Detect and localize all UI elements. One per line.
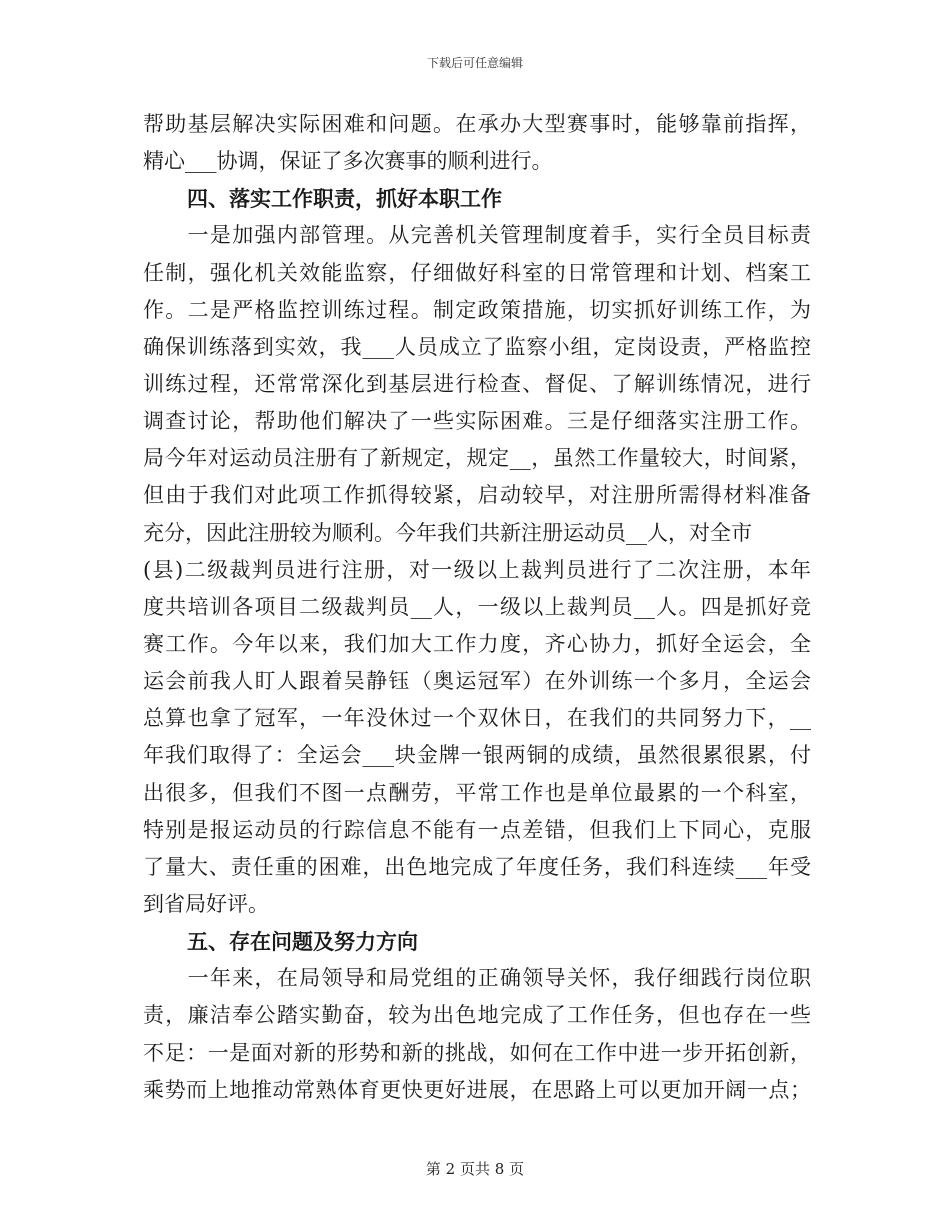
- text-line: 责，廉洁奉公踏实勤奋，较为出色地完成了工作任务，但也存在一些: [143, 1003, 811, 1028]
- section-heading: 五、存在问题及努力方向: [187, 929, 418, 955]
- text-line: 特别是报运动员的行踪信息不能有一点差错，但我们上下同心，克服: [143, 817, 811, 842]
- text-line: 但由于我们对此项工作抓得较紧，启动较早，对注册所需得材料准备: [143, 483, 811, 508]
- document-body: [143, 106, 811, 1109]
- text-line: 运会前我人盯人跟着吴静钰（奥运冠军）在外训练一个多月，全运会: [143, 669, 811, 694]
- text-line: 作。二是严格监控训练过程。制定政策措施，切实抓好训练工作，为: [143, 297, 811, 322]
- text-line: 年我们取得了：全运会___块金牌一银两铜的成绩，虽然很累很累，付: [143, 743, 811, 768]
- text-line: 总算也拿了冠军，一年没休过一个双休日，在我们的共同努力下，__: [143, 706, 811, 731]
- page-number: 第 2 页共 8 页: [425, 1160, 525, 1178]
- section-heading: 四、落实工作职责，抓好本职工作: [187, 186, 502, 212]
- text-line: 度共培训各项目二级裁判员__人，一级以上裁判员__人。四是抓好竞: [143, 594, 811, 619]
- text-line: 充分，因此注册较为顺利。今年我们共新注册运动员__人，对全市: [143, 520, 752, 545]
- text-line: 一年来，在局领导和局党组的正确领导关怀，我仔细践行岗位职: [143, 966, 811, 991]
- text-line: 了量大、责任重的困难，出色地完成了年度任务，我们科连续___年受: [143, 854, 811, 879]
- text-line: 精心___协调，保证了多次赛事的顺利进行。: [143, 149, 553, 174]
- text-line: 不足：一是面对新的形势和新的挑战，如何在工作中进一步开拓创新，: [143, 1040, 811, 1065]
- text-line: 到省局好评。: [143, 891, 269, 916]
- text-line: 乘势而上地推动常熟体育更快更好进展，在思路上可以更加开阔一点；: [143, 1077, 811, 1102]
- text-line: 出很多，但我们不图一点酬劳，平常工作也是单位最累的一个科室，: [143, 780, 811, 805]
- text-line: 局今年对运动员注册有了新规定，规定__，虽然工作量较大，时间紧，: [143, 446, 811, 471]
- text-line: 帮助基层解决实际困难和问题。在承办大型赛事时，能够靠前指挥，: [143, 112, 811, 136]
- text-line: (县)二级裁判员进行注册，对一级以上裁判员进行了二次注册，本年: [143, 557, 811, 582]
- text-line: 调查讨论，帮助他们解决了一些实际困难。三是仔细落实注册工作。: [143, 409, 811, 434]
- text-line: 赛工作。今年以来，我们加大工作力度，齐心协力，抓好全运会，全: [143, 631, 811, 656]
- text-line: 任制，强化机关效能监察，仔细做好科室的日常管理和计划、档案工: [143, 260, 811, 285]
- text-line: 训练过程，还常常深化到基层进行检查、督促、了解训练情况，进行: [143, 371, 811, 396]
- text-line: 一是加强内部管理。从完善机关管理制度着手，实行全员目标责: [143, 223, 811, 248]
- text-line: 确保训练落到实效，我___人员成立了监察小组，定岗设责，严格监控: [143, 334, 811, 359]
- page-header-note: 下载后可任意编辑: [426, 56, 523, 70]
